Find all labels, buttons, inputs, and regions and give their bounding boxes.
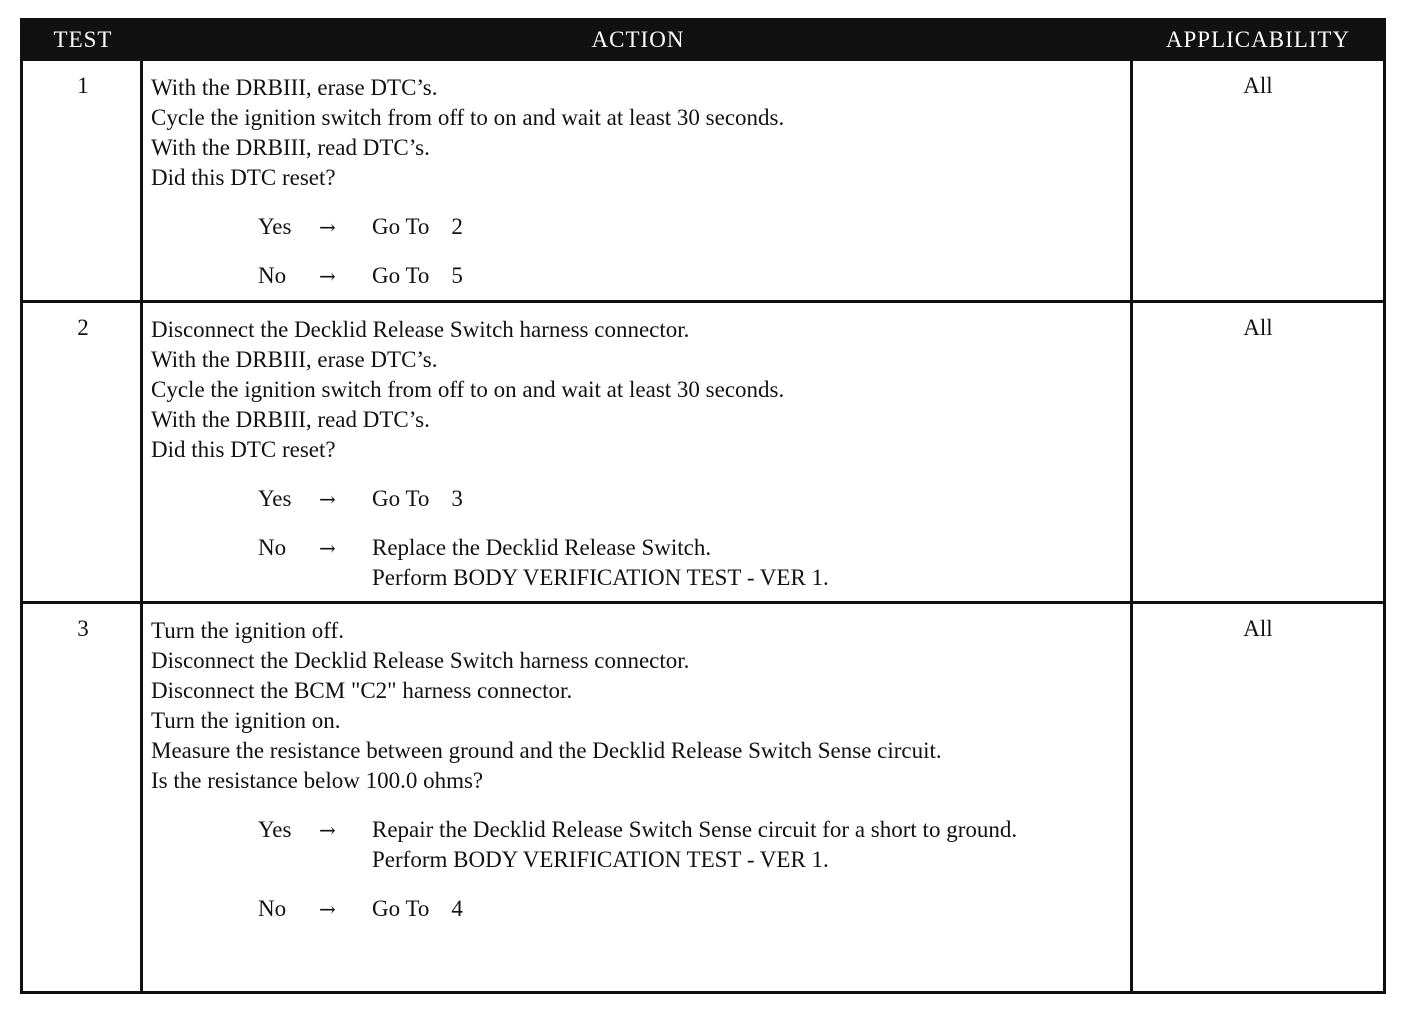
test-number: 1 — [77, 73, 89, 98]
result-line: Perform BODY VERIFICATION TEST - VER 1. — [372, 847, 829, 872]
action-step: Disconnect the Decklid Release Switch harness connector. — [151, 648, 690, 673]
action-step: Did this DTC reset? — [151, 437, 336, 462]
header-test: TEST — [53, 27, 113, 52]
table-row — [23, 601, 1383, 991]
action-step: Measure the resistance between ground and the Decklid Release Switch Sense circuit. — [151, 738, 942, 763]
goto-target: 2 — [451, 214, 463, 239]
result-line: Perform BODY VERIFICATION TEST - VER 1. — [372, 565, 829, 590]
table-row — [23, 61, 1383, 301]
action-cell — [151, 616, 1123, 924]
choice-no — [151, 894, 1123, 924]
choice-no — [151, 533, 1123, 593]
action-step: Is the resistance below 100.0 ohms? — [151, 768, 484, 793]
header-action: ACTION — [591, 27, 685, 52]
action-step: With the DRBIII, erase DTC’s. — [151, 347, 438, 372]
test-number: 2 — [77, 315, 89, 340]
applicability-value: All — [1243, 616, 1273, 641]
choice-answer: No — [258, 535, 287, 560]
choice-answer: Yes — [258, 214, 292, 239]
choice-result: Go To 3 — [372, 486, 463, 511]
choice-result — [372, 533, 1122, 593]
choice-result: Go To 5 — [372, 263, 463, 288]
choice-yes — [151, 815, 1123, 875]
choice-answer: No — [258, 896, 287, 921]
applicability-value: All — [1243, 315, 1273, 340]
arrow-icon: → — [319, 897, 336, 921]
choice-result — [372, 815, 1122, 875]
diagnostic-test-table — [20, 18, 1386, 994]
applicability-value: All — [1243, 73, 1273, 98]
action-step: With the DRBIII, read DTC’s. — [151, 135, 430, 160]
choice-answer: Yes — [258, 486, 292, 511]
action-step: Turn the ignition on. — [151, 708, 341, 733]
action-step: Cycle the ignition switch from off to on and wait at least 30 seconds. — [151, 105, 785, 130]
test-number: 3 — [77, 616, 89, 641]
table-header — [23, 21, 1383, 61]
action-cell — [151, 73, 1123, 291]
table-row — [23, 300, 1383, 602]
action-step: Did this DTC reset? — [151, 165, 336, 190]
goto-target: 3 — [451, 486, 463, 511]
choice-no — [151, 261, 1123, 291]
action-step: Disconnect the Decklid Release Switch harness connector. — [151, 317, 690, 342]
choice-yes — [151, 212, 1123, 242]
choice-answer: Yes — [258, 817, 292, 842]
action-step: Disconnect the BCM "C2" harness connector. — [151, 678, 573, 703]
arrow-icon: → — [319, 264, 336, 288]
action-step: With the DRBIII, read DTC’s. — [151, 407, 430, 432]
action-step: Turn the ignition off. — [151, 618, 344, 643]
header-applicability: APPLICABILITY — [1165, 27, 1351, 52]
action-cell — [151, 315, 1123, 593]
choice-answer: No — [258, 263, 287, 288]
arrow-icon: → — [319, 215, 336, 239]
choice-yes — [151, 484, 1123, 514]
arrow-icon: → — [319, 818, 336, 842]
result-line: Replace the Decklid Release Switch. — [372, 535, 712, 560]
goto-target: 5 — [451, 263, 463, 288]
goto-target: 4 — [451, 896, 463, 921]
choice-result: Go To 2 — [372, 214, 463, 239]
arrow-icon: → — [319, 487, 336, 511]
choice-result: Go To 4 — [372, 896, 463, 921]
result-line: Repair the Decklid Release Switch Sense circuit for a short to ground. — [372, 817, 1018, 842]
action-step: Cycle the ignition switch from off to on and wait at least 30 seconds. — [151, 377, 785, 402]
action-step: With the DRBIII, erase DTC’s. — [151, 75, 438, 100]
arrow-icon: → — [319, 536, 336, 560]
